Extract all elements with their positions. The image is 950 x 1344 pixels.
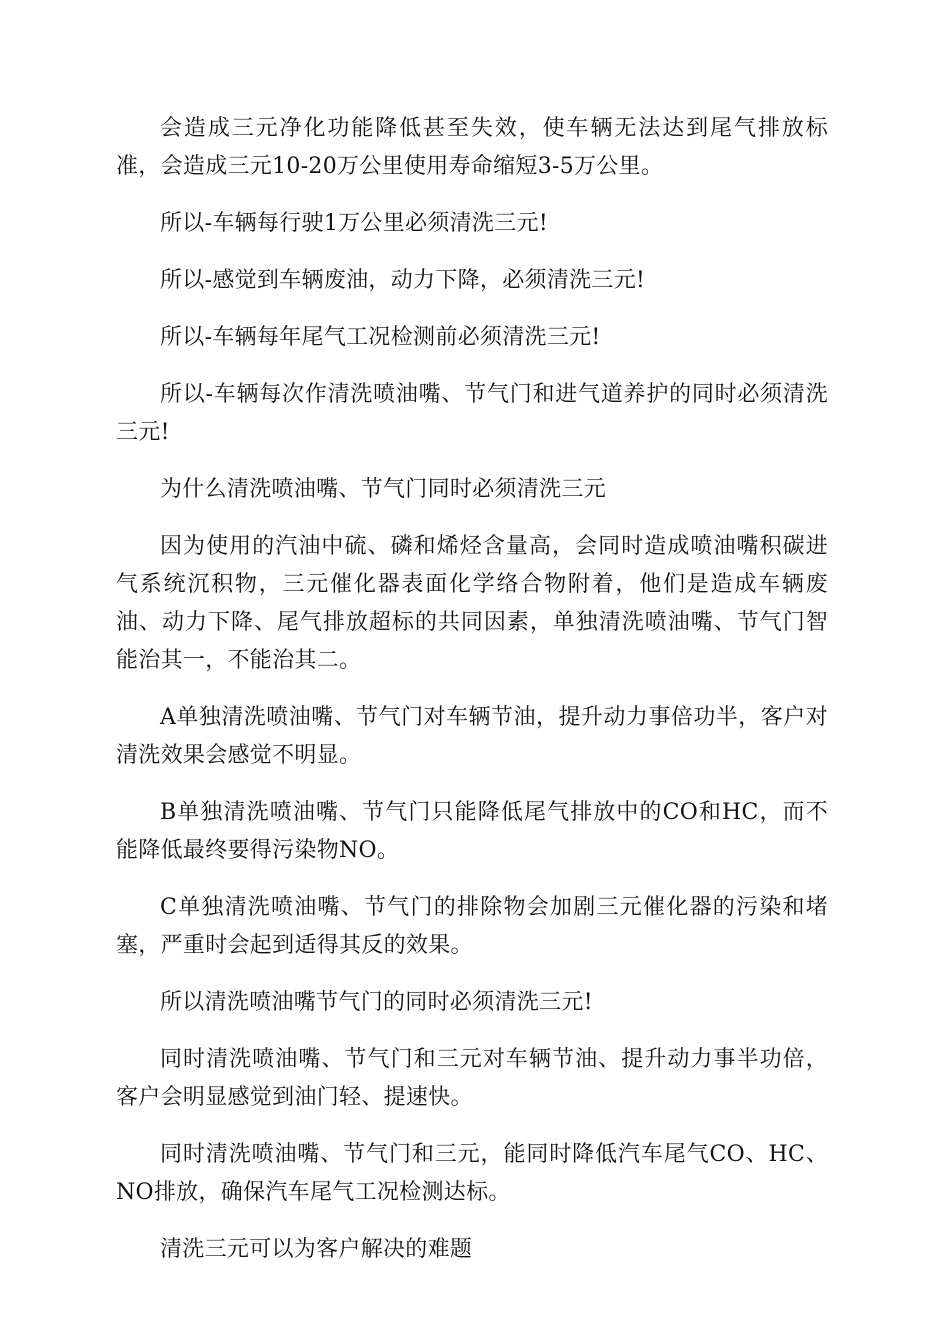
paragraph-reason: 因为使用的汽油中硫、磷和烯烃含量高，会同时造成喷油嘴积碳进气系统沉积物，三元催化器表面化学络合物附着，他们是造成车辆废油、动力下降、尾气排放超标的共同因素，单独清洗喷油嘴、节气门智能治其一，不能治其二。 bbox=[116, 534, 828, 673]
paragraph-conclusion: 所以清洗喷油嘴节气门的同时必须清洗三元! bbox=[160, 990, 593, 1015]
paragraph-point-c: C单独清洗喷油嘴、节气门的排除物会加剧三元催化器的污染和堵塞，严重时会起到适得其反的效果。 bbox=[116, 895, 828, 958]
paragraph-every-10k-km: 所以-车辆每行驶1万公里必须清洗三元! bbox=[160, 211, 548, 236]
paragraph-emission-failure: 会造成三元净化功能降低甚至失效，使车辆无法达到尾气排放标准，会造成三元10-20万公里使用寿命缩短3-5万公里。 bbox=[116, 116, 828, 179]
paragraph-heading-why: 为什么清洗喷油嘴、节气门同时必须清洗三元 bbox=[160, 477, 607, 502]
paragraph-with-injector-cleaning: 所以-车辆每次作清洗喷油嘴、节气门和进气道养护的同时必须清洗三元! bbox=[116, 382, 828, 445]
paragraph-point-a: A单独清洗喷油嘴、节气门对车辆节油，提升动力事倍功半，客户对清洗效果会感觉不明显。 bbox=[116, 705, 828, 768]
paragraph-annual-inspection: 所以-车辆每年尾气工况检测前必须清洗三元! bbox=[160, 325, 601, 350]
paragraph-benefit-power: 同时清洗喷油嘴、节气门和三元对车辆节油、提升动力事半功倍，客户会明显感觉到油门轻、提速快。 bbox=[116, 1047, 828, 1110]
paragraph-point-b: B单独清洗喷油嘴、节气门只能降低尾气排放中的CO和HC，而不能降低最终要得污染物NO。 bbox=[116, 800, 828, 863]
paragraph-benefit-emission: 同时清洗喷油嘴、节气门和三元，能同时降低汽车尾气CO、HC、NO排放，确保汽车尾气工况检测达标。 bbox=[116, 1142, 828, 1205]
paragraph-heading-problems: 清洗三元可以为客户解决的难题 bbox=[160, 1237, 473, 1262]
document-body bbox=[116, 110, 828, 1288]
paragraph-power-loss: 所以-感觉到车辆废油，动力下降，必须清洗三元! bbox=[160, 268, 646, 293]
